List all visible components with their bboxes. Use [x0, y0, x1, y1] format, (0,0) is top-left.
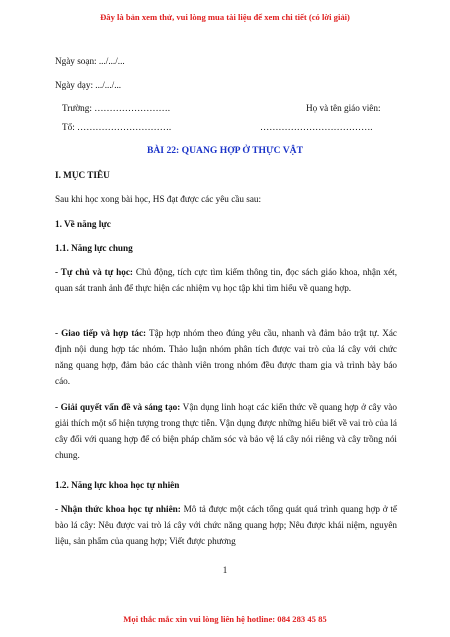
subheading-nang-luc-chung: 1.1. Năng lực chung [55, 243, 133, 253]
term-tu-chu: - Tự chủ và tự học: [55, 267, 133, 277]
text-giao-tiep: Tập hợp nhóm theo đúng yêu cầu, nhanh và đảm bảo trật tự. Xác định nội dung hợp tác nhóm. Thảo luận nhóm phân tích được vai trò của lá cây với chức năng quang hợp, đảm bảo các thành viên trong nhóm đều được tham gia và trình bày báo cáo. [55, 328, 397, 386]
paragraph-tu-chu [55, 264, 397, 296]
section-heading: I. MỤC TIÊU [55, 170, 110, 180]
ngay-soan: Ngày soạn: .../.../... [55, 56, 125, 66]
paragraph-nhan-thuc [55, 501, 397, 549]
text-nhan-thuc: Mô tả được một cách tổng quát quá trình quang hợp ở tế bào lá cây: Nêu được vai trò lá cây với chức năng quang hợp; Nêu được khái niệm, nguyên liệu, sản phẩm của quang hợp; Viết được phương [55, 504, 397, 546]
ho-ten-label: Họ và tên giáo viên: [306, 103, 381, 113]
ngay-day: Ngày dạy: .../.../... [55, 80, 122, 90]
paragraph-giai-quyet [55, 399, 397, 463]
subheading-khtn: 1.2. Năng lực khoa học tự nhiên [55, 480, 180, 490]
to-field: Tổ: …………………………. [62, 122, 172, 132]
preview-banner: Đây là bản xem thử, vui lòng mua tài liệu để xem chi tiết (có lời giải) [100, 12, 350, 22]
text-giai-quyet: Vận dụng linh hoạt các kiến thức về quang hợp ở cây vào giải thích một số hiện tượng trong thực tiễn. Vận dụng được những hiểu biết về vai trò của lá cây đối với quang hợp để có biện pháp chăm sóc và bảo vệ lá cây nói riêng và cây trồng nói chung. [55, 402, 397, 460]
term-nhan-thuc: - Nhận thức khoa học tự nhiên: [55, 504, 181, 514]
subheading-nang-luc: 1. Về năng lực [55, 219, 111, 229]
paragraph-giao-tiep [55, 325, 397, 389]
lesson-title: BÀI 22: QUANG HỢP Ở THỰC VẬT [146, 145, 303, 156]
page-number: 1 [222, 565, 228, 575]
intro-text: Sau khi học xong bài học, HS đạt được các yêu cầu sau: [55, 194, 262, 204]
truong-field: Trường: ……………………. [62, 103, 171, 113]
term-giao-tiep: - Giao tiếp và hợp tác: [55, 328, 147, 338]
ho-ten-dots: ………………………………. [260, 122, 373, 132]
hotline-banner: Mọi thắc mắc xin vui lòng liên hệ hotline: 084 283 45 85 [123, 614, 327, 624]
text-tu-chu: Chủ động, tích cực tìm kiếm thông tin, đọc sách giáo khoa, nhận xét, quan sát tranh ảnh để thực hiện các nhiệm vụ học tập khi tìm hiểu về quang hợp. [55, 267, 397, 293]
term-giai-quyet: - Giải quyết vấn đề và sáng tạo: [55, 402, 181, 412]
